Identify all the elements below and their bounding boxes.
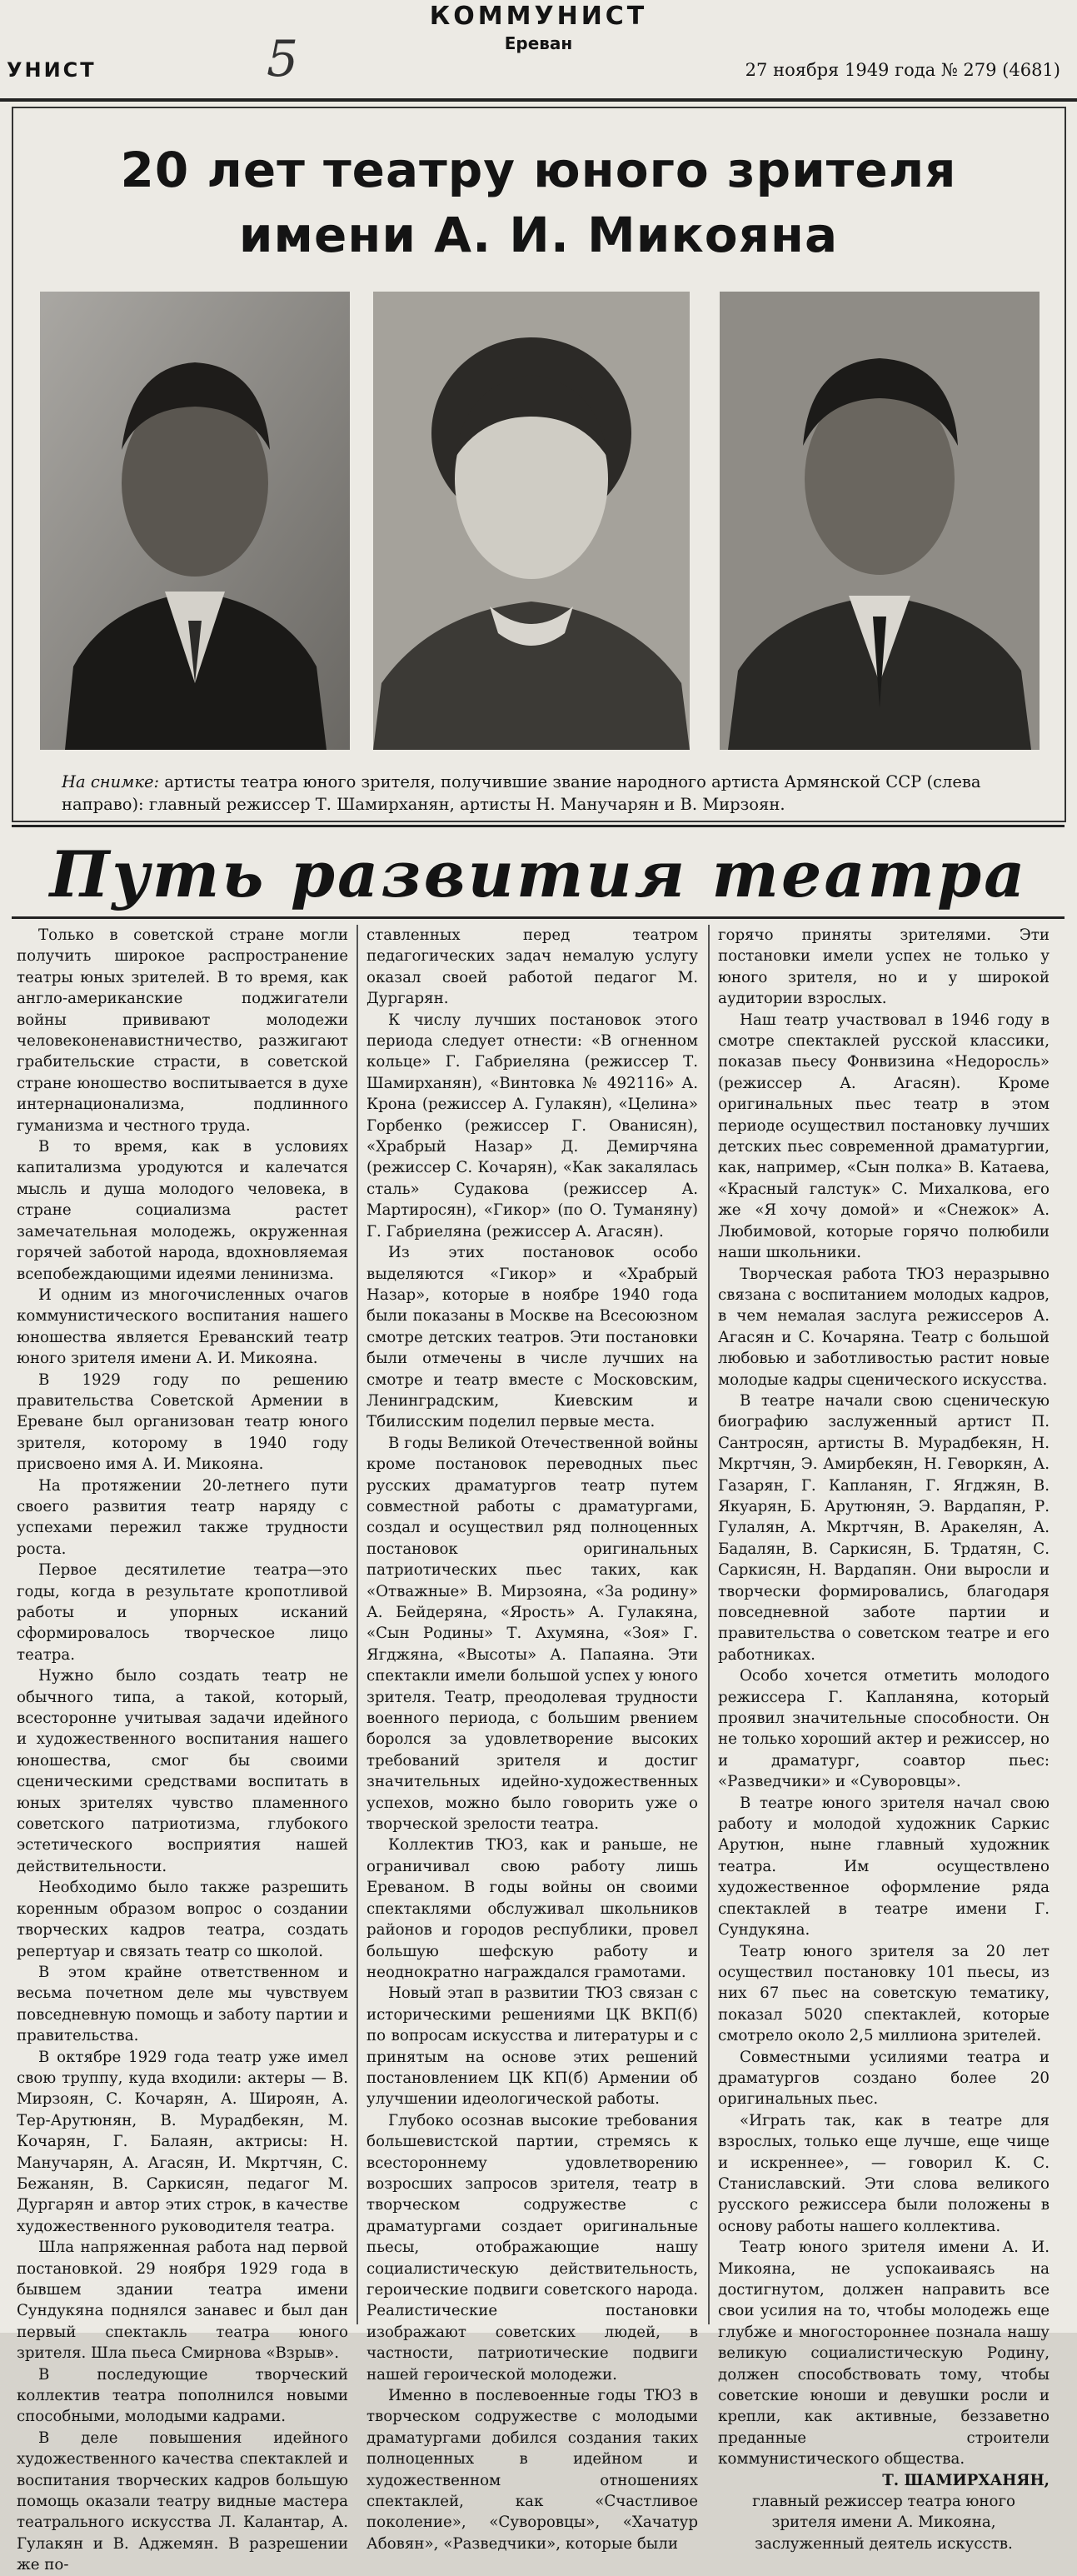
- paragraph: Необходимо было также разрешить коренным образом вопрос о создании творческих кадров театра, создать репертуар и связать театр со школой.: [17, 1879, 348, 1960]
- paragraph: В последующие творческий коллектив театра пополнился новыми способными, молодыми кадрами.: [17, 2365, 348, 2426]
- paragraph: Первое десятилетие театра—это годы, когда в результате кропотливой работы и упорных исканий сформировалось творческое лицо театра.: [17, 1561, 348, 1664]
- paragraph: Глубоко осознав высокие требования большевистской партии, стремясь к всестороннему удовлетворению возросших запросов зрителя, театр в творческом содружестве с драматургами создает оригинальные пьесы, отображающие нашу социалистическую действительность, героические подвиги советского народа. Реалистические постановки изображают советских людей, в частности, патриотические подвиги нашей героической молодежи.: [366, 2111, 698, 2384]
- caption-text: артисты театра юного зрителя, получившие звание народного артиста Армянской ССР (слева направо): главный режиссер Т. Шамирханян, артисты Н. Манучарян и В. Мирзоян.: [62, 772, 981, 814]
- headline: [0, 137, 1077, 267]
- paragraph: горячо приняты зрителями. Эти постановки имели успех не только у юного зрителя, но и у широкой аудитории взрослых.: [718, 926, 1050, 1008]
- portrait-man-right-icon: [720, 292, 1040, 750]
- paragraph: На протяжении 20-летнего пути своего развития театр наряду с успехами пережил также трудности роста.: [17, 1476, 348, 1558]
- top-rule: [0, 98, 1077, 102]
- portrait-man-left-icon: [40, 292, 350, 750]
- paragraph: В театре начали свою сценическую биографию заслуженный артист П. Сантросян, артисты В. Мурадбекян, Н. Мкртчян, Э. Амирбекян, Н. Геворкян, А. Газарян, Г. Капланян, Г. Ягджян, В. Якуарян, Б. Арутюнян, Э. Вардапян, Р. Гулалян, А. Мкртчян, В. Аракелян, А. Бадалян, В. Саркисян, Б. Трдатян, С. Саркисян, Н. Вардапян. Они выросли и творчески формировались, благодаря повседневной заботе партии и правительства о советском театре и его работниках.: [718, 1391, 1050, 1664]
- headline-line-2: имени А. И. Микояна: [238, 207, 839, 263]
- title-rule: [12, 916, 1065, 919]
- paragraph: Театр юного зрителя имени А. И. Микояна, не успокаиваясь на достигнутом, должен направить все свои усилия на то, чтобы молодежь еще глубже и многостороннее познала нашу великую социалистическую Родину, должен способствовать тому, чтобы советские юноши и девушки росли и крепли, как активные, беззаветно преданные строители коммунистического общества.: [718, 2239, 1050, 2469]
- paragraph: Совместными усилиями театра и драматургов создано более 20 оригинальных пьес.: [718, 2048, 1050, 2109]
- paragraph: Наш театр участвовал в 1946 году в смотре спектаклей русской классики, показав пьесу Фонвизина «Недоросль» (режиссер А. Агасян). Кроме оригинальных пьес театр в этом периоде осуществил постановку лучших детских пьес современной драматургии, как, например, «Сын полка» В. Катаева, «Красный галстук» С. Михалкова, его же «Я хочу домой» и «Снежок» А. Любимовой, которые горячо полюбили наши школьники.: [718, 1011, 1050, 1262]
- paragraph: В 1929 году по решению правительства Советской Армении в Ереване был организован театр юного зрителя, которому в 1940 году присвоено имя А. И. Микояна.: [17, 1370, 348, 1474]
- paragraph: В театре юного зрителя начал свою работу и молодой художник Саркис Арутюн, ныне главный художник театра. Им осуществлено художественное оформление ряда спектаклей в театре имени Г. Сундукяна.: [718, 1794, 1050, 1939]
- paragraph: «Играть так, как в театре для взрослых, только еще лучше, еще чище и искреннее», — говорил К. С. Станиславский. Эти слова великого русского режиссера были положены в основу работы нашего коллектива.: [718, 2111, 1050, 2235]
- column-divider: [357, 925, 358, 2324]
- issue-date: 27 ноября 1949 года № 279 (4681): [745, 60, 1060, 80]
- caption-label: На снимке:: [62, 772, 160, 791]
- paragraph: В октябре 1929 года театр уже имел свою труппу, куда входили: актеры — В. Мирзоян, С. Кочарян, А. Широян, А. Тер-Арутюнян, В. Мурадбекян, М. Кочарян, Г. Балаян, актрисы: Н. Манучарян, А. Агасян, И. Мкртчян, С. Бежанян, В. Саркисян, педагог М. Дургарян и автор этих строк, в качестве художественного руководителя театра.: [17, 2048, 348, 2235]
- paragraph: В деле повышения идейного художественного качества спектаклей и воспитания творческих кадров большую помощь оказали театру видные мастера театрального искусства Л. Калантар, А. Гулакян и В. Аджемян. В разрешении же по-: [17, 2429, 348, 2574]
- paragraph: И одним из многочисленных очагов коммунистического воспитания нашего юношества является Ереванский театр юного зрителя имени А. И. Микояна.: [17, 1286, 348, 1368]
- paragraph: К числу лучших постановок этого периода следует отнести: «В огненном кольце» Г. Габриеляна (режиссер Т. Шамирханян), «Винтовка № 492116» А. Крона (режиссер А. Гулакян), «Целина» Горбенко (режиссер Г. Ованисян), «Храбрый Назар» Д. Демирчяна (режиссер С. Кочарян), «Как закалялась сталь» Судакова (режиссер А. Мартиросян), «Гикор» (по О. Туманяну) Г. Габриеляна (режиссер А. Агасян).: [366, 1011, 698, 1241]
- handwritten-mark: 5: [267, 30, 299, 88]
- portrait-woman-center-icon: [373, 292, 690, 750]
- paragraph: Новый этап в развитии ТЮЗ связан с историческими решениями ЦК ВКП(б) по вопросам искусства и литературы и с принятым на основе этих решений постановлением ЦК КП(б) Армении об улучшении идеологической работы.: [366, 1984, 698, 2109]
- newspaper-city: Ереван: [504, 33, 573, 53]
- article-title: Путь развития театра: [49, 837, 1028, 911]
- paragraph: Коллектив ТЮЗ, как и раньше, не ограничивал свою работу лишь Ереваном. В годы войны он своими спектаклями обслуживал школьников районов и городов республики, провел большую шефскую работу и неоднократно награждался грамотами.: [366, 1836, 698, 1981]
- article-column-1: [17, 925, 348, 2574]
- paragraph: Только в советской стране могли получить широкое распространение театры юных зрителей. В то время, как англо-американские поджигатели войны прививают молодежи человеконенавистничество, разжигают грабительские страсти, в советской стране юношество воспитывается в духе интернационализма, подлинного гуманизма и честного труда.: [17, 926, 348, 1135]
- paragraph: Шла напряженная работа над первой постановкой. 29 ноября 1929 года в бывшем здании театра имени Сундукяна поднялся занавес и был дан первый спектакль театра юного зрителя. Шла пьеса Смирнова «Взрыв».: [17, 2239, 348, 2363]
- paragraph: В этом крайне ответственном и весьма почетном деле мы чувствуем повседневную помощь и заботу партии и правительства.: [17, 1963, 348, 2045]
- author-role: главный режиссер театра юного зрителя имени А. Микояна, заслуженный деятель искусств.: [752, 2493, 1015, 2553]
- paragraph: В то время, как в условиях капитализма уродуются и калечатся мысль и душа молодого человека, в стране социализма растет замечательная молодежь, окруженная горячей заботой народа, вдохновляемая всепобеждающими идеями ленинизма.: [17, 1138, 348, 1283]
- paragraph: Нужно было создать театр не обычного типа, а такой, который, всесторонне учитывая задачи идейного и художественного воспитания нашего юношества, смог бы своими сценическими средствами воспитать в юных зрителях чувство пламенного советского патриотизма, глубокого эстетического восприятия нашей действительности.: [17, 1667, 348, 1875]
- paragraph: Театр юного зрителя за 20 лет осуществил постановку 101 пьесы, из них 67 пьес на советскую тематику, показал 5020 спектаклей, которые смотрело около 2,5 миллиона зрителей.: [718, 1942, 1050, 2045]
- portrait-man-right-photo: [720, 292, 1040, 750]
- section-rule: [12, 825, 1065, 827]
- author-signature: Т. ШАМИРХАНЯН,: [882, 2471, 1050, 2489]
- article-column-2: [366, 925, 698, 2553]
- paragraph: Именно в послевоенные годы ТЮЗ в творческом содружестве с молодыми драматургами добился создания таких полноценных в идейном и художественном отношениях спектаклей, как «Счастливое поколение», «Суворовцы», «Хачатур Абовян», «Разведчики», которые были: [366, 2387, 698, 2553]
- paragraph: В годы Великой Отечественной войны кроме постановок переводных пьес русских драматургов театр путем совместной работы с драматургами, создал и осуществил ряд полноценных постановок оригинальных патриотических пьес таких, как «Отважные» В. Мирзояна, «За родину» А. Бейдеряна, «Ярость» А. Гулакяна, «Сын Родины» Т. Ахумяна, «Зоя» Г. Ягджяна, «Высоты» А. Папаяна. Эти спектакли имели большой успех у юного зрителя. Театр, преодолевая трудности военного периода, с большим рвением боролся за удовлетворение высоких требований зрителя и достиг значительных идейно-художественных успехов, можно было говорить уже о творческой зрелости театра.: [366, 1434, 698, 1834]
- headline-line-1: 20 лет театру юного зрителя: [120, 142, 957, 198]
- portrait-woman-center-photo: [373, 292, 690, 750]
- photo-caption: [62, 771, 1045, 816]
- masthead-fragment: УНИСТ: [7, 58, 97, 82]
- newspaper-name: КОММУНИСТ: [429, 2, 648, 31]
- paragraph: Творческая работа ТЮЗ неразрывно связана с воспитанием молодых кадров, в чем немалая заслуга режиссеров А. Агасян и С. Кочаряна. Театр с большой любовью и заботливостью растит новые молодые кадры сценического искусства.: [718, 1265, 1050, 1389]
- paragraph: ставленных перед театром педагогических задач немалую услугу оказал своей работой педагог М. Дургарян.: [366, 926, 698, 1008]
- column-divider: [708, 925, 710, 2324]
- paragraph: Из этих постановок особо выделяются «Гикор» и «Храбрый Назар», которые в ноябре 1940 года были показаны в Москве на Всесоюзном смотре детских театров. Эти постановки были отмечены в числе лучших на смотре и театр вместе с Московским, Ленинградским, Киевским и Тбилисским поделил первые места.: [366, 1244, 698, 1431]
- article-column-3: [718, 925, 1050, 2553]
- portrait-man-left-photo: [40, 292, 350, 750]
- paragraph: Особо хочется отметить молодого режиссера Г. Капланяна, который проявил значительные способности. Он не только хороший актер и режиссер, но и драматург, соавтор пьес: «Разведчики» и «Суворовцы».: [718, 1667, 1050, 1791]
